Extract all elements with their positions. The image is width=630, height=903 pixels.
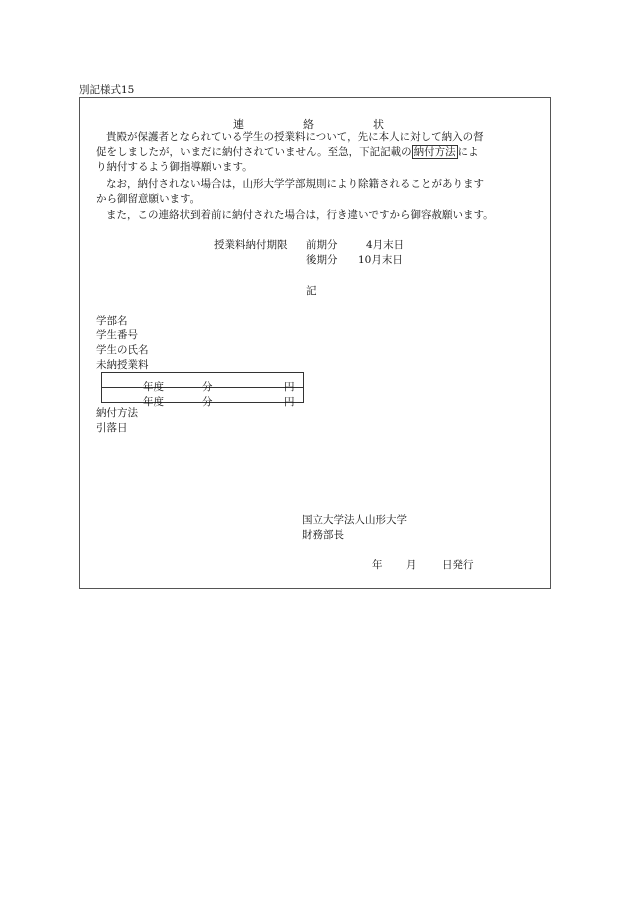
body-p1-line2-after: によ — [457, 146, 479, 158]
table-cell-year: 年度 — [143, 396, 164, 408]
field-payment-method: 納付方法 — [96, 407, 138, 419]
title-char-raku: 絡 — [303, 118, 314, 131]
deadline-label: 授業料納付期限 — [214, 239, 288, 251]
table-cell-year: 年度 — [143, 381, 164, 393]
title-char-jou: 状 — [373, 118, 384, 131]
deadline-first-term: 前期分 — [306, 239, 338, 251]
unpaid-tuition-table — [101, 372, 304, 408]
body-p1-line2 — [96, 144, 479, 159]
table-cell-term: 分 — [202, 396, 213, 408]
issue-date-day: 日発行 — [442, 559, 474, 571]
body-p1-line1: 貴殿が保護者となられている学生の授業料について，先に本人に対して納入の督 — [106, 131, 484, 143]
ki-heading: 記 — [306, 285, 317, 297]
table-row — [102, 373, 304, 388]
field-unpaid-tuition: 未納授業料 — [96, 359, 149, 371]
deadline-second-term: 後期分 — [306, 254, 338, 266]
table-cell-yen: 円 — [284, 381, 295, 393]
title-char-ren: 連 — [233, 118, 244, 131]
issuer-organization: 国立大学法人山形大学 — [302, 514, 407, 526]
deadline-second-date: 10月末日 — [358, 254, 403, 266]
payment-method-boxed-text: 納付方法 — [413, 146, 456, 158]
deadline-first-date: 4月末日 — [366, 239, 405, 251]
body-p1-line3: り納付するよう御指導願います。 — [96, 161, 253, 173]
issuer-department: 財務部長 — [302, 529, 344, 541]
table-cell-term: 分 — [202, 381, 213, 393]
field-student-name: 学生の氏名 — [96, 344, 149, 356]
table-row — [102, 388, 304, 403]
body-p2-line2: から御留意願います。 — [96, 193, 201, 205]
field-debit-date: 引落日 — [96, 422, 128, 434]
body-p2-line1: なお，納付されない場合は，山形大学学部規則により除籍されることがあります — [106, 178, 484, 190]
table-cell-yen: 円 — [284, 396, 295, 408]
field-faculty: 学部名 — [96, 315, 128, 327]
field-student-number: 学生番号 — [96, 329, 138, 341]
issue-date-year: 年 — [372, 559, 383, 571]
form-number-label: 別記様式15 — [79, 84, 135, 96]
issue-date-month: 月 — [406, 559, 417, 571]
body-p1-line2-before: 促をしましたが，いまだに納付されていません。至急，下記記載の — [96, 146, 412, 158]
body-p3-line1: また，この連絡状到着前に納付された場合は，行き違いですから御容赦願います。 — [106, 209, 494, 221]
